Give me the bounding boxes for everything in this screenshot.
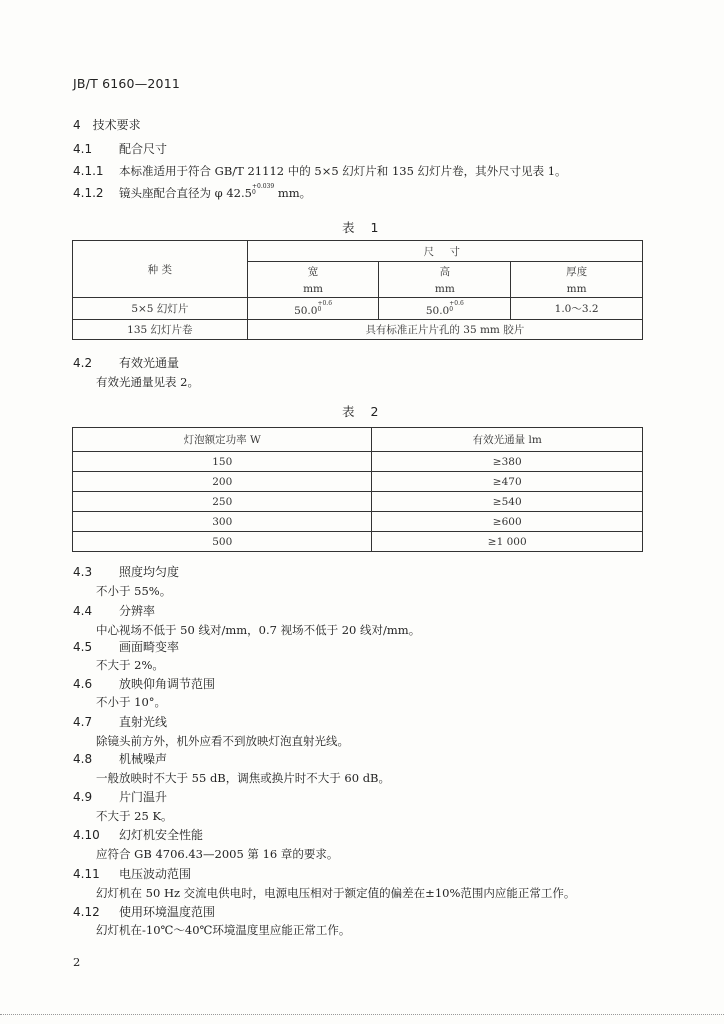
section-4-5-heading <box>73 638 179 655</box>
header-height: 高 <box>379 262 511 281</box>
section-title: 幻灯机安全性能 <box>119 828 204 842</box>
table-row <box>73 472 643 492</box>
section-number: 4.12 <box>73 905 100 919</box>
width-upper: +0.6 <box>317 299 333 307</box>
header-thickness: 厚度 <box>511 262 643 281</box>
section-4-1-heading <box>73 140 167 157</box>
section-title: 照度均匀度 <box>119 565 180 579</box>
section-title: 电压波动范围 <box>119 867 192 881</box>
section-number: 4.1.1 <box>73 164 104 178</box>
section-4-7-heading <box>73 713 167 730</box>
section-4-3-text: 不小于 55%。 <box>96 584 172 598</box>
section-4-4-heading <box>73 602 155 619</box>
section-number: 4.2 <box>73 356 93 370</box>
section-4-6-text: 不小于 10°。 <box>96 695 167 709</box>
unit-height: mm <box>379 281 511 298</box>
cell-power: 200 <box>73 472 372 492</box>
section-4-4-text: 中心视场不低于 50 线对/mm，0.7 视场不低于 20 线对/mm。 <box>96 623 421 637</box>
section-4-1-2 <box>73 184 311 201</box>
section-4-8-heading <box>73 750 167 767</box>
table-row <box>73 320 643 340</box>
section-number: 4.5 <box>73 640 93 654</box>
section-4-11-text: 幻灯机在 50 Hz 交流电供电时，电源电压相对于额定值的偏差在±10%范围内应能正常工作。 <box>96 886 576 900</box>
table-row <box>73 532 643 552</box>
header-power: 灯泡额定功率 W <box>73 428 372 452</box>
section-title: 片门温升 <box>119 790 168 804</box>
header-flux: 有效光通量 lm <box>372 428 643 452</box>
section-title: 放映仰角调节范围 <box>119 677 216 691</box>
section-4-3-heading <box>73 563 179 580</box>
page-number: 2 <box>73 955 81 969</box>
cell-power: 300 <box>73 512 372 532</box>
scan-edge-divider <box>0 1014 724 1015</box>
section-title: 直射光线 <box>119 715 168 729</box>
section-title: 分辨率 <box>119 604 156 618</box>
header-size: 尺 寸 <box>247 241 642 262</box>
cell-power: 250 <box>73 492 372 512</box>
section-text-end: mm。 <box>274 186 312 200</box>
section-4-10-heading <box>73 826 203 843</box>
cell-flux: ≥470 <box>372 472 643 492</box>
table-1-caption: 表 1 <box>342 220 385 235</box>
tolerance-upper: +0.039 <box>251 183 275 190</box>
section-number: 4.1.2 <box>73 186 104 200</box>
section-text: 镜头座配合直径为 φ 42.5 <box>119 186 252 200</box>
height-lower: 0 <box>449 305 454 313</box>
cell-power: 500 <box>73 532 372 552</box>
cell-power: 150 <box>73 452 372 472</box>
header-kind: 种 类 <box>73 241 248 298</box>
section-title: 使用环境温度范围 <box>119 905 216 919</box>
cell-width <box>247 298 379 320</box>
cell-kind: 135 幻灯片卷 <box>73 320 248 340</box>
table-row <box>73 512 643 532</box>
document-code-header: JB/T 6160—2011 <box>73 76 181 91</box>
cell-flux: ≥1 000 <box>372 532 643 552</box>
section-4-8-text: 一般放映时不大于 55 dB，调焦或换片时不大于 60 dB。 <box>96 771 391 785</box>
section-4-6-heading <box>73 675 215 692</box>
section-text: 本标准适用于符合 GB/T 21112 中的 5×5 幻灯片和 135 幻灯片卷，其外尺寸见表 1。 <box>119 164 567 178</box>
section-number: 4.3 <box>73 565 93 579</box>
table-2 <box>72 427 643 552</box>
section-4-11-heading <box>73 865 191 882</box>
section-number: 4.8 <box>73 752 93 766</box>
cell-flux: ≥600 <box>372 512 643 532</box>
section-title: 机械噪声 <box>119 752 168 766</box>
section-4-2-text: 有效光通量见表 2。 <box>96 375 199 389</box>
section-number: 4.9 <box>73 790 93 804</box>
height-base: 50.0 <box>425 304 450 317</box>
table-row <box>73 492 643 512</box>
section-4-9-text: 不大于 25 K。 <box>96 809 173 823</box>
height-upper: +0.6 <box>449 299 464 307</box>
section-title: 配合尺寸 <box>119 142 168 156</box>
section-title: 画面畸变率 <box>119 640 180 654</box>
unit-thickness: mm <box>511 281 643 298</box>
table-2-caption: 表 2 <box>342 404 385 419</box>
cell-kind: 5×5 幻灯片 <box>73 298 248 320</box>
tolerance-lower: 0 <box>251 189 256 196</box>
section-4-12-text: 幻灯机在-10℃～40℃环境温度里应能正常工作。 <box>96 923 351 937</box>
header-width: 宽 <box>247 262 379 281</box>
width-base: 50.0 <box>294 304 318 317</box>
section-4-12-heading <box>73 903 215 920</box>
cell-flux: ≥540 <box>372 492 643 512</box>
section-4-5-text: 不大于 2%。 <box>96 658 164 672</box>
cell-thickness: 1.0～3.2 <box>511 298 643 320</box>
table-1 <box>72 240 643 340</box>
section-4-10-text: 应符合 GB 4706.43—2005 第 16 章的要求。 <box>96 847 339 861</box>
section-number: 4.10 <box>73 828 100 842</box>
section-4-1-1 <box>73 163 567 179</box>
section-4-2-heading <box>73 354 179 371</box>
cell-flux: ≥380 <box>372 452 643 472</box>
section-4-7-text: 除镜头前方外，机外应看不到放映灯泡直射光线。 <box>96 734 349 748</box>
tolerance <box>252 184 274 196</box>
cell-note: 具有标准正片片孔的 35 mm 胶片 <box>247 320 642 340</box>
section-number: 4.1 <box>73 142 93 156</box>
section-number: 4.11 <box>73 867 100 881</box>
cell-height <box>379 298 511 320</box>
section-4-9-heading <box>73 788 167 805</box>
section-number: 4.6 <box>73 677 93 691</box>
section-number: 4.7 <box>73 715 93 729</box>
width-lower: 0 <box>317 305 322 313</box>
table-row <box>73 452 643 472</box>
unit-width: mm <box>247 281 379 298</box>
section-4-heading: 4 技术要求 <box>73 118 141 132</box>
table-row <box>73 298 643 320</box>
section-title: 有效光通量 <box>119 356 180 370</box>
section-number: 4.4 <box>73 604 93 618</box>
